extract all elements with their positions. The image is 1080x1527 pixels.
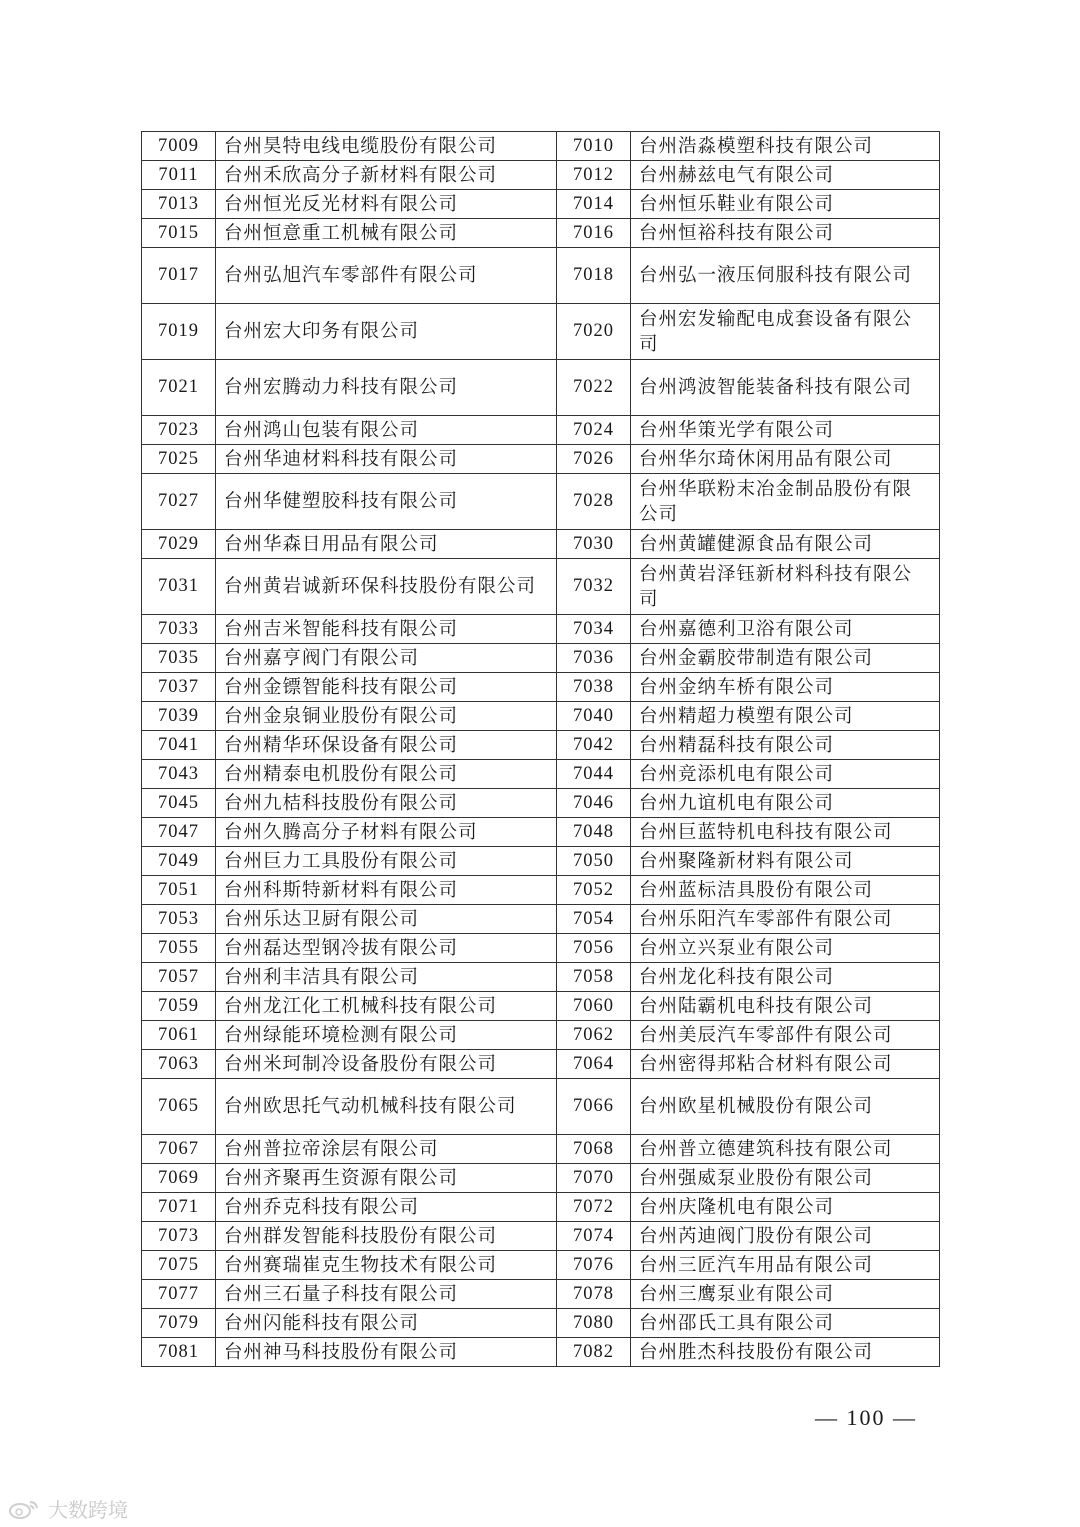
company-name: 台州恒乐鞋业有限公司 [631,190,940,219]
company-name: 台州利丰洁具有限公司 [216,963,557,992]
company-number: 7011 [142,161,216,190]
table-row [142,1338,940,1367]
company-name: 台州绿能环境检测有限公司 [216,1021,557,1050]
table-row [142,673,940,702]
company-number: 7067 [142,1135,216,1164]
table-row [142,702,940,731]
table-row [142,963,940,992]
table-row [142,789,940,818]
company-name: 台州神马科技股份有限公司 [216,1338,557,1367]
company-name: 台州精华环保设备有限公司 [216,731,557,760]
company-number: 7032 [557,559,631,615]
company-name: 台州禾欣高分子新材料有限公司 [216,161,557,190]
company-name: 台州宏腾动力科技有限公司 [216,360,557,416]
company-name: 台州巨蓝特机电科技有限公司 [631,818,940,847]
company-number: 7052 [557,876,631,905]
company-number: 7072 [557,1193,631,1222]
company-name: 台州乔克科技有限公司 [216,1193,557,1222]
company-name: 台州黄罐健源食品有限公司 [631,530,940,559]
company-name: 台州黄岩泽钰新材料科技有限公司 [631,559,940,615]
table-row [142,530,940,559]
company-name: 台州金霸胶带制造有限公司 [631,644,940,673]
company-number: 7045 [142,789,216,818]
company-number: 7071 [142,1193,216,1222]
company-number: 7050 [557,847,631,876]
table-row [142,445,940,474]
company-name: 台州金镖智能科技有限公司 [216,673,557,702]
company-name: 台州弘旭汽车零部件有限公司 [216,248,557,304]
company-name: 台州美辰汽车零部件有限公司 [631,1021,940,1050]
table-row [142,731,940,760]
company-name: 台州庆隆机电有限公司 [631,1193,940,1222]
table-row [142,1222,940,1251]
company-name: 台州金纳车桥有限公司 [631,673,940,702]
company-name: 台州昊特电线电缆股份有限公司 [216,132,557,161]
company-number: 7047 [142,818,216,847]
company-number: 7063 [142,1050,216,1079]
company-name: 台州九桔科技股份有限公司 [216,789,557,818]
company-name: 台州蓝标洁具股份有限公司 [631,876,940,905]
company-name: 台州华森日用品有限公司 [216,530,557,559]
company-number: 7082 [557,1338,631,1367]
table-row [142,992,940,1021]
company-name: 台州浩淼模塑科技有限公司 [631,132,940,161]
company-number: 7070 [557,1164,631,1193]
page-number: — 100 — [815,1405,917,1430]
company-name: 台州立兴泵业有限公司 [631,934,940,963]
company-name: 台州三匠汽车用品有限公司 [631,1251,940,1280]
company-number: 7066 [557,1079,631,1135]
company-number: 7010 [557,132,631,161]
table-row [142,161,940,190]
company-name: 台州久腾高分子材料有限公司 [216,818,557,847]
company-name: 台州乐阳汽车零部件有限公司 [631,905,940,934]
company-name: 台州黄岩诚新环保科技股份有限公司 [216,559,557,615]
company-number: 7020 [557,304,631,360]
company-number: 7061 [142,1021,216,1050]
company-number: 7040 [557,702,631,731]
table-row [142,474,940,530]
company-number: 7058 [557,963,631,992]
company-name: 台州三鹰泵业有限公司 [631,1280,940,1309]
company-name: 台州普立德建筑科技有限公司 [631,1135,940,1164]
company-number: 7036 [557,644,631,673]
table-row [142,847,940,876]
table-row [142,905,940,934]
company-name: 台州齐聚再生资源有限公司 [216,1164,557,1193]
company-name: 台州密得邦粘合材料有限公司 [631,1050,940,1079]
company-number: 7057 [142,963,216,992]
company-number: 7059 [142,992,216,1021]
company-name: 台州华迪材料科技有限公司 [216,445,557,474]
company-name: 台州吉米智能科技有限公司 [216,615,557,644]
table-row [142,1280,940,1309]
company-name: 台州精磊科技有限公司 [631,731,940,760]
company-number: 7078 [557,1280,631,1309]
table-row [142,1021,940,1050]
company-name: 台州恒意重工机械有限公司 [216,219,557,248]
company-number: 7053 [142,905,216,934]
company-number: 7035 [142,644,216,673]
table-row [142,416,940,445]
company-name: 台州金泉铜业股份有限公司 [216,702,557,731]
company-number: 7031 [142,559,216,615]
table-row [142,818,940,847]
company-number: 7018 [557,248,631,304]
company-name: 台州米珂制冷设备股份有限公司 [216,1050,557,1079]
company-number: 7038 [557,673,631,702]
company-number: 7016 [557,219,631,248]
company-number: 7062 [557,1021,631,1050]
company-name: 台州鸿山包装有限公司 [216,416,557,445]
company-number: 7068 [557,1135,631,1164]
watermark-text: 大数跨境 [48,1498,128,1522]
company-name: 台州赫兹电气有限公司 [631,161,940,190]
company-number: 7055 [142,934,216,963]
table-row [142,644,940,673]
company-name: 台州普拉帝涂层有限公司 [216,1135,557,1164]
company-number: 7074 [557,1222,631,1251]
company-name: 台州弘一液压伺服科技有限公司 [631,248,940,304]
company-number: 7077 [142,1280,216,1309]
table-row [142,934,940,963]
table-row [142,248,940,304]
company-name: 台州胜杰科技股份有限公司 [631,1338,940,1367]
company-number: 7025 [142,445,216,474]
company-number: 7027 [142,474,216,530]
company-name: 台州芮迪阀门股份有限公司 [631,1222,940,1251]
company-name: 台州精超力模塑有限公司 [631,702,940,731]
company-name: 台州聚隆新材料有限公司 [631,847,940,876]
company-name: 台州陆霸机电科技有限公司 [631,992,940,1021]
company-number: 7039 [142,702,216,731]
company-number: 7024 [557,416,631,445]
table-row [142,1135,940,1164]
company-name: 台州磊达型钢冷拔有限公司 [216,934,557,963]
company-number: 7044 [557,760,631,789]
table-row [142,1050,940,1079]
company-list-table [141,131,940,1367]
company-number: 7019 [142,304,216,360]
table-row [142,1079,940,1135]
company-number: 7056 [557,934,631,963]
company-name: 台州欧星机械股份有限公司 [631,1079,940,1135]
company-name: 台州华健塑胶科技有限公司 [216,474,557,530]
company-name: 台州宏大印务有限公司 [216,304,557,360]
company-number: 7046 [557,789,631,818]
company-name: 台州乐达卫厨有限公司 [216,905,557,934]
company-name: 台州巨力工具股份有限公司 [216,847,557,876]
company-number: 7037 [142,673,216,702]
company-number: 7034 [557,615,631,644]
company-number: 7064 [557,1050,631,1079]
company-number: 7017 [142,248,216,304]
company-name: 台州九谊机电有限公司 [631,789,940,818]
company-number: 7051 [142,876,216,905]
company-number: 7069 [142,1164,216,1193]
company-number: 7073 [142,1222,216,1251]
watermark [8,1494,128,1523]
table-row [142,876,940,905]
company-number: 7080 [557,1309,631,1338]
company-name: 台州三石量子科技有限公司 [216,1280,557,1309]
table-row [142,760,940,789]
company-number: 7048 [557,818,631,847]
company-name: 台州嘉德利卫浴有限公司 [631,615,940,644]
table-row [142,1309,940,1338]
company-name: 台州鸿波智能装备科技有限公司 [631,360,940,416]
company-number: 7015 [142,219,216,248]
company-number: 7043 [142,760,216,789]
company-number: 7042 [557,731,631,760]
table-row [142,559,940,615]
company-number: 7049 [142,847,216,876]
company-name: 台州邵氏工具有限公司 [631,1309,940,1338]
company-name: 台州恒光反光材料有限公司 [216,190,557,219]
table-row [142,132,940,161]
company-number: 7022 [557,360,631,416]
company-name: 台州赛瑞崔克生物技术有限公司 [216,1251,557,1280]
company-name: 台州精泰电机股份有限公司 [216,760,557,789]
company-number: 7013 [142,190,216,219]
company-name: 台州嘉亨阀门有限公司 [216,644,557,673]
table-row [142,304,940,360]
company-number: 7023 [142,416,216,445]
company-number: 7021 [142,360,216,416]
company-number: 7054 [557,905,631,934]
company-name: 台州恒裕科技有限公司 [631,219,940,248]
company-name: 台州龙化科技有限公司 [631,963,940,992]
company-number: 7076 [557,1251,631,1280]
company-name: 台州欧思托气动机械科技有限公司 [216,1079,557,1135]
company-name: 台州华联粉末冶金制品股份有限公司 [631,474,940,530]
table-row [142,1164,940,1193]
company-number: 7041 [142,731,216,760]
company-number: 7014 [557,190,631,219]
table-row [142,1251,940,1280]
table-row [142,219,940,248]
table-row [142,190,940,219]
table-row [142,1193,940,1222]
table-body [142,132,940,1367]
company-name: 台州华策光学有限公司 [631,416,940,445]
company-number: 7060 [557,992,631,1021]
company-name: 台州科斯特新材料有限公司 [216,876,557,905]
company-number: 7028 [557,474,631,530]
company-name: 台州宏发输配电成套设备有限公司 [631,304,940,360]
company-name: 台州群发智能科技股份有限公司 [216,1222,557,1251]
company-number: 7029 [142,530,216,559]
company-number: 7033 [142,615,216,644]
company-number: 7009 [142,132,216,161]
weibo-icon [8,1498,44,1520]
company-name: 台州华尔琦休闲用品有限公司 [631,445,940,474]
company-number: 7065 [142,1079,216,1135]
company-name: 台州强威泵业股份有限公司 [631,1164,940,1193]
company-name: 台州龙江化工机械科技有限公司 [216,992,557,1021]
company-number: 7079 [142,1309,216,1338]
company-number: 7075 [142,1251,216,1280]
company-name: 台州竞添机电有限公司 [631,760,940,789]
company-number: 7012 [557,161,631,190]
table-row [142,360,940,416]
company-number: 7030 [557,530,631,559]
table-row [142,615,940,644]
company-number: 7026 [557,445,631,474]
company-name: 台州闪能科技有限公司 [216,1309,557,1338]
company-number: 7081 [142,1338,216,1367]
